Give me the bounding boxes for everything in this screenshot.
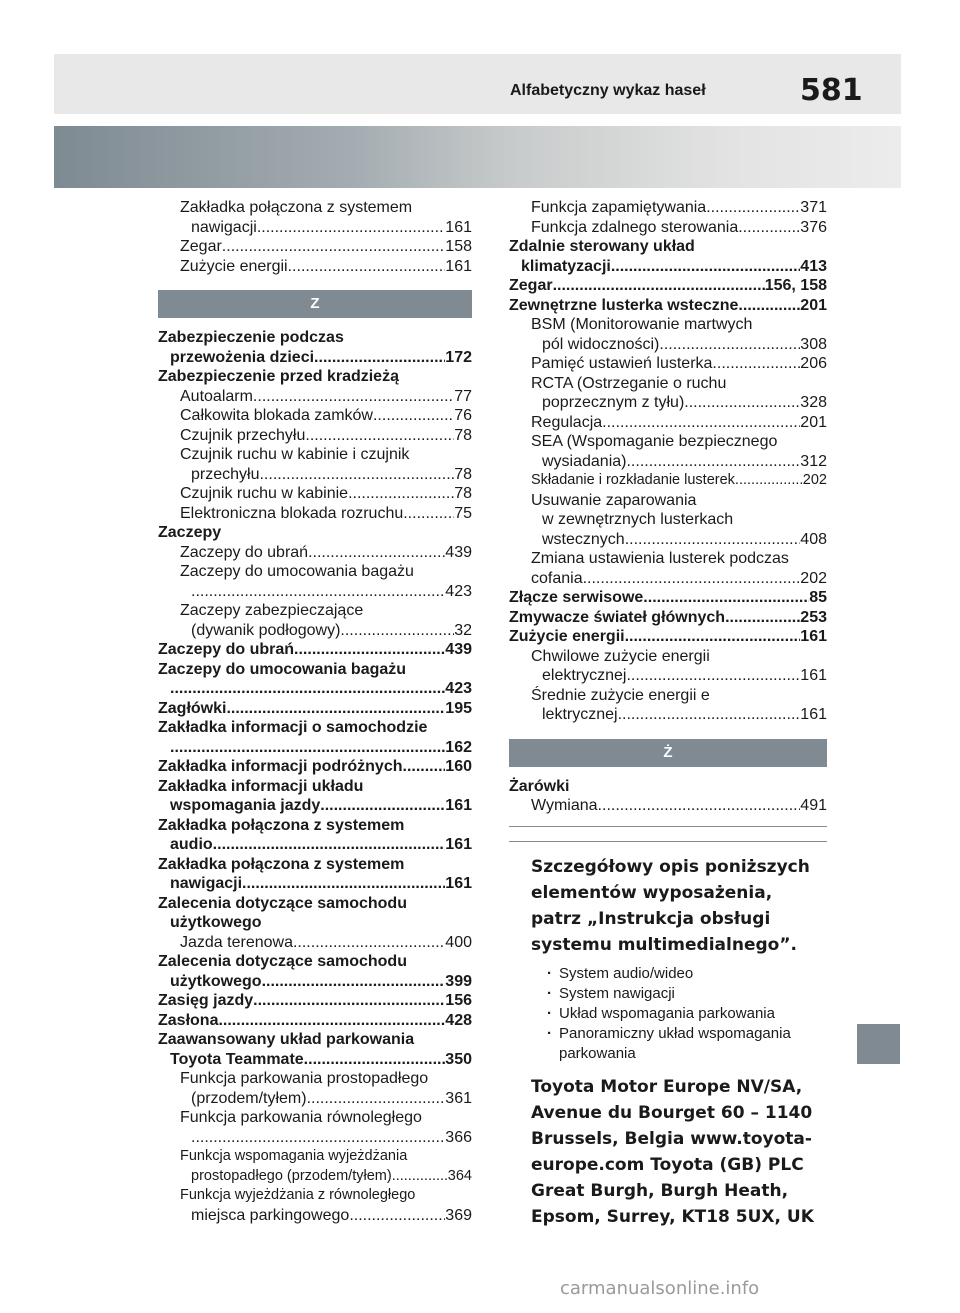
entry-text: Chwilowe zużycie energii [531,647,710,665]
entry-text: Zewnętrzne lusterka wsteczne [509,296,739,314]
entry-text: elektrycznej [542,667,627,684]
entry-text: Całkowita blokada zamków [180,407,373,424]
index-entry [509,452,827,472]
entry-text: Jazda terenowa [180,933,293,951]
index-entry [158,1011,472,1031]
entry-text: Składanie i rozkładanie lusterek [531,472,735,488]
index-entry [509,374,827,394]
entry-page-number: 413 [800,257,827,275]
dot-leader [218,1011,445,1031]
dot-leader [213,835,446,855]
dot-leader [294,640,445,660]
dot-leader [626,666,800,686]
entry-text: Średnie zużycie energii e [531,686,710,704]
index-entry [158,699,472,719]
entry-text: Zaczepy [158,524,222,541]
index-entry [158,601,472,621]
entry-text: Zasłona [158,1011,219,1029]
entry-text: cofania [531,569,583,587]
entry-text: (przodem/tyłem) [191,1089,307,1107]
entry-page-number: 399 [445,972,472,990]
index-column-right [509,198,827,1230]
entry-text: SEA (Wspomaganie bezpiecznego [531,433,778,450]
index-entry [158,582,472,602]
entry-text: nawigacji [191,218,257,236]
dot-leader [259,465,454,485]
entry-page-number: 161 [445,218,472,236]
dot-leader [735,471,803,491]
entry-text: Zakładka informacji układu [158,777,364,795]
dot-leader [340,621,454,641]
entry-page-number: 161 [445,257,472,275]
dot-leader [602,413,800,433]
dot-leader [712,354,800,374]
entry-text: (dywanik podłogowy) [191,621,341,639]
dot-leader [625,530,801,550]
index-entry [158,757,472,777]
index-entry [158,1147,472,1167]
index-entry [158,1186,472,1206]
entry-page-number: 161 [800,628,827,645]
index-entry [158,679,472,699]
entry-page-number: 161 [800,667,827,684]
entry-text: Zmywacze świateł głównych [509,608,726,626]
index-entry [509,796,827,816]
index-entry [158,738,472,758]
index-entry [158,835,472,855]
dot-leader [170,738,445,758]
index-entry [158,445,472,465]
entry-text: Zaczepy do ubrań [180,543,309,561]
entry-text: RCTA (Ostrzeganie o ruchu [531,374,727,392]
entry-page-number: 75 [454,504,472,522]
entry-page-number: 158 [445,238,472,255]
entry-page-number: 361 [445,1089,472,1107]
index-column-left [158,198,472,1225]
dot-leader [222,237,446,257]
entry-text: Zużycie energii [180,257,288,275]
entry-page-number: 369 [445,1206,472,1224]
entry-text: poprzecznym z tyłu) [542,394,685,411]
divider-bottom [509,841,827,842]
dot-leader [684,393,800,413]
entry-text: Żarówki [509,777,570,795]
index-entry [158,348,472,368]
entry-text: Zabezpieczenie przed kradzieżą [158,368,399,385]
dot-leader [293,933,445,953]
entry-page-number: 439 [445,543,472,561]
index-entry [158,874,472,894]
entry-text: nawigacji [170,875,243,892]
divider-top [509,826,827,827]
dot-leader [253,991,445,1011]
dot-leader [348,484,454,504]
entry-text: Zakładka informacji podróżnych [158,758,403,775]
entry-text: Złącze serwisowe [509,589,644,606]
entry-text: Funkcja parkowania prostopadłego [180,1070,429,1087]
entry-text: lektrycznej [542,706,618,723]
index-entry [158,504,472,524]
index-entry [509,315,827,335]
entry-page-number: 161 [445,836,472,853]
entry-page-number: 400 [445,933,472,951]
entry-page-number: 162 [445,738,472,756]
section-header-z: Z [158,290,472,318]
entry-page-number: 156, 158 [764,277,827,294]
entry-text: Funkcja zapamiętywania [531,199,707,216]
entry-page-number: 253 [800,608,827,626]
entry-page-number: 161 [445,875,472,892]
entry-page-number: 76 [454,407,472,424]
dot-leader [553,276,765,296]
index-entry [509,608,827,628]
index-entry [509,276,827,296]
entry-page-number: 172 [445,348,472,366]
entry-text: Zalecenia dotyczące samochodu [158,953,407,970]
dot-leader [253,387,454,407]
index-entry [509,666,827,686]
entry-page-number: 423 [445,582,472,600]
dot-leader [611,257,800,277]
index-entry [158,1069,472,1089]
entry-page-number: 78 [454,485,472,502]
entry-text: wspomagania jazdy [170,797,321,814]
dot-leader [725,608,800,628]
entry-text: klimatyzacji [521,257,611,275]
dot-leader [373,406,454,426]
dot-leader [314,348,445,368]
entry-text: Zalecenia dotyczące samochodu [158,894,407,912]
note-block [509,854,827,1230]
entry-text: Elektroniczna blokada rozruchu [180,504,404,522]
index-entry [509,471,827,491]
index-entry [158,933,472,953]
note-bullets [531,964,827,1064]
entry-text: Autoalarm [180,387,253,405]
entry-page-number: 428 [445,1011,472,1029]
note-bullet: · Układ wspomagania parkowania [545,1004,827,1024]
entry-text: Zaczepy do umocowania bagażu [158,660,407,678]
index-entry [158,1050,472,1070]
index-entry [158,387,472,407]
entry-text: Zakładka połączona z systemem [158,855,405,873]
entry-page-number: 439 [445,641,472,658]
index-entry [158,991,472,1011]
entry-page-number: 202 [800,569,827,587]
entry-text: pól widoczności) [542,335,660,353]
index-entry [158,1089,472,1109]
entry-text: Toyota Teammate [170,1050,304,1068]
entry-text: Zużycie energii [509,628,625,645]
index-entry [158,218,472,238]
entry-text: Usuwanie zaparowania [531,491,697,509]
dot-leader [403,757,446,777]
entry-page-number: 85 [809,589,827,606]
index-entry [509,588,827,608]
index-group-zz [509,777,827,816]
entry-text: Zaczepy do umocowania bagażu [180,563,414,580]
entry-page-number: 350 [445,1050,472,1068]
index-entry [158,913,472,933]
entry-text: użytkowego [170,972,262,990]
entry-text: Zdalnie sterowany układ [509,238,695,255]
index-entry [158,543,472,563]
entry-page-number: 160 [445,758,472,775]
index-entry [509,413,827,433]
entry-page-number: 77 [454,387,472,405]
index-entry [509,354,827,374]
entry-text: audio [170,836,213,853]
entry-text: Zakładka informacji o samochodzie [158,719,428,736]
note-bullet: · System nawigacji [545,984,827,1004]
index-entry [158,367,472,387]
index-entry [158,237,472,257]
index-entry [509,257,827,277]
index-entry [509,432,827,452]
index-entry [158,523,472,543]
dot-leader [598,796,801,816]
header-bar [54,54,901,114]
index-entry [158,972,472,992]
dot-leader [257,218,445,238]
index-entry [509,393,827,413]
dot-leader [191,582,445,602]
entry-text: przechyłu [191,465,260,483]
index-entry [158,621,472,641]
section-header-zz: Ż [509,739,827,767]
dot-leader [226,699,445,719]
entry-text: wstecznych [542,530,625,548]
index-entry [158,562,472,582]
index-entry [509,647,827,667]
index-entry [509,686,827,706]
entry-page-number: 78 [454,465,472,483]
index-entry [158,894,472,914]
dot-leader [659,335,800,355]
entry-page-number: 312 [800,452,827,470]
index-entry [158,816,472,836]
dot-leader [307,1089,446,1109]
dot-leader [170,679,445,699]
index-entry [158,1167,472,1187]
entry-text: Funkcja wspomagania wyjeżdżania [180,1148,408,1164]
entry-page-number: 371 [800,199,827,216]
entry-page-number: 376 [800,218,827,236]
dot-leader [583,569,801,589]
index-entry [158,484,472,504]
index-entry [158,796,472,816]
index-group-top [158,198,472,276]
index-entry [509,237,827,257]
entry-page-number: 161 [800,706,827,723]
dot-leader [738,218,800,238]
index-entry [158,1206,472,1226]
index-entry [509,549,827,569]
note-bullet: · Panoramiczny układ wspomagania parkowania [545,1024,827,1064]
dot-leader [643,588,809,608]
entry-text: Zakładka połączona z systemem [180,199,413,216]
index-entry [158,465,472,485]
index-entry [158,1030,472,1050]
index-entry [509,705,827,725]
entry-text: Zagłówki [158,699,227,717]
entry-text: Zakładka połączona z systemem [158,816,405,834]
entry-text: Zmiana ustawienia lusterek podczas [531,550,789,567]
entry-text: użytkowego [170,914,262,931]
dot-leader [392,1167,448,1187]
index-entry [509,530,827,550]
entry-text: Czujnik ruchu w kabinie i czujnik [180,446,410,463]
index-entry [509,777,827,797]
dot-leader [304,1050,446,1070]
entry-text: Zaawansowany układ parkowania [158,1031,415,1048]
entry-page-number: 364 [447,1167,472,1184]
entry-text: Regulacja [531,413,603,431]
dot-leader [349,1206,445,1226]
dot-leader [320,796,445,816]
dot-leader [308,543,445,563]
entry-text: Zasięg jazdy [158,992,254,1009]
page-number: 581 [800,73,863,108]
index-entry [509,335,827,355]
index-entry [158,660,472,680]
index-group-z [158,328,472,1225]
entry-text: Pamięć ustawień lusterka [531,355,713,372]
dot-leader [242,874,445,894]
dot-leader [262,972,446,992]
entry-page-number: 201 [800,413,827,431]
dot-leader [191,1128,445,1148]
entry-text: BSM (Monitorowanie martwych [531,316,753,333]
entry-page-number: 195 [445,699,472,717]
header-gradient-band [54,126,901,188]
entry-page-number: 156 [445,992,472,1009]
entry-page-number: 201 [800,296,827,314]
dot-leader [738,296,800,316]
entry-text: Czujnik przechyłu [180,426,306,444]
page-title: Alfabetyczny wykaz haseł [510,82,706,99]
note-bullet: · System audio/wideo [545,964,827,984]
index-entry [158,952,472,972]
index-entry [158,1128,472,1148]
entry-page-number: 408 [800,530,827,548]
entry-text: Zegar [509,277,553,294]
index-entry [158,198,472,218]
index-entry [509,198,827,218]
entry-text: miejsca parkingowego [191,1206,350,1224]
note-title: Szczegółowy opis poniższych elementów wyposażenia, patrz „Instrukcja obsługi systemu multimedialnego”. [531,856,810,955]
entry-page-number: 328 [800,394,827,411]
index-entry [158,777,472,797]
entry-text: Zegar [180,238,222,255]
entry-text: Zaczepy do ubrań [158,641,295,658]
index-entry [158,640,472,660]
dot-leader [305,426,454,446]
entry-text: przewożenia dzieci [170,348,315,366]
entry-page-number: 308 [800,335,827,353]
entry-text: Funkcja parkowania równoległego [180,1109,422,1126]
entry-page-number: 202 [802,472,827,488]
index-entry [158,257,472,277]
index-entry [158,855,472,875]
index-entry [158,406,472,426]
entry-text: Zaczepy zabezpieczające [180,602,364,619]
entry-text: w zewnętrznych lusterkach [542,511,734,528]
entry-text: Wymiana [531,797,598,814]
watermark: carmanualsonline.info [560,1278,760,1299]
dot-leader [403,504,454,524]
manufacturer-address: Toyota Motor Europe NV/SA, Avenue du Bourget 60 – 1140 Brussels, Belgia www.toyota-europe.com Toyota (GB) PLC Great Burgh, Burgh Heath, Epsom, Surrey, KT18 5UX, UK [531,1076,814,1227]
index-entry [158,328,472,348]
dot-leader [618,705,801,725]
index-entry [509,627,827,647]
entry-page-number: 161 [445,797,472,814]
dot-leader [288,257,446,277]
entry-page-number: 491 [800,797,827,814]
index-entry [158,718,472,738]
index-entry [158,426,472,446]
index-entry [509,510,827,530]
entry-page-number: 32 [454,621,472,639]
entry-text: Funkcja zdalnego sterowania [531,218,739,236]
entry-text: prostopadłego (przodem/tyłem) [191,1167,392,1184]
entry-text: wysiadania) [542,452,627,470]
index-entry [158,1108,472,1128]
index-entry [509,296,827,316]
index-entry [509,491,827,511]
index-group-right [509,198,827,725]
entry-text: Funkcja wyjeżdżania z równoległego [180,1187,416,1203]
entry-text: Czujnik ruchu w kabinie [180,485,349,502]
index-entry [509,569,827,589]
entry-page-number: 78 [454,426,472,444]
entry-text: Zabezpieczenie podczas [158,329,344,346]
entry-page-number: 423 [445,680,472,697]
entry-page-number: 366 [445,1128,472,1146]
side-index-tab [857,1024,900,1064]
dot-leader [626,452,800,472]
dot-leader [625,627,801,647]
entry-page-number: 206 [800,355,827,372]
dot-leader [706,198,800,218]
index-entry [509,218,827,238]
